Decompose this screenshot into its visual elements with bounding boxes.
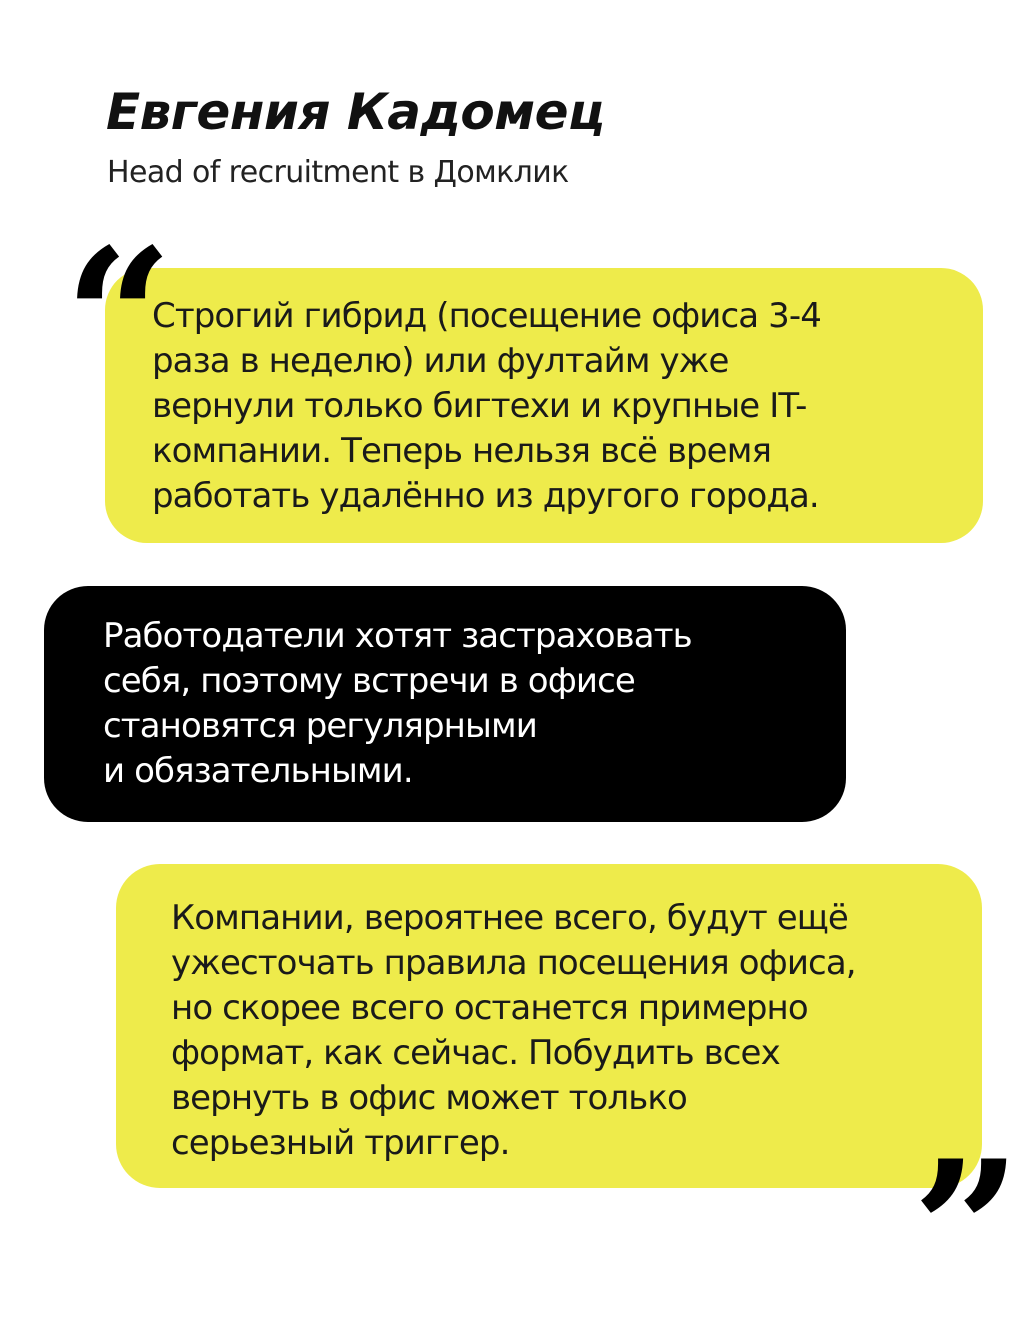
quote-line: серьезный триггер.	[171, 1123, 510, 1163]
quote-line: Строгий гибрид (посещение офиса 3-4	[152, 296, 821, 336]
quote-line: вернули только бигтехи и крупные IT-	[152, 386, 807, 426]
quote-line: компании. Теперь нельзя всё время	[152, 431, 772, 471]
quote-bubble-1	[105, 268, 983, 543]
quote-line: но скорее всего останется примерно	[171, 988, 808, 1028]
open-quote-icon: “	[64, 207, 168, 430]
author-role: Head of recruitment в Домклик	[107, 155, 569, 190]
quote-line: и обязательными.	[103, 751, 413, 791]
author-name: Евгения Кадомец	[106, 83, 605, 141]
quote-line: ужесточать правила посещения офиса,	[171, 943, 856, 983]
quote-line: раза в неделю) или фултайм уже	[152, 341, 729, 381]
close-quote-icon: ”	[912, 1119, 1016, 1342]
quote-line: формат, как сейчас. Побудить всех	[171, 1033, 780, 1073]
quote-line: вернуть в офис может только	[171, 1078, 687, 1118]
quote-line: Работодатели хотят застраховать	[103, 616, 692, 656]
quote-line: Компании, вероятнее всего, будут ещё	[171, 898, 848, 938]
quote-bubble-3	[116, 864, 982, 1188]
quote-bubble-2	[44, 586, 846, 822]
quote-line: работать удалённо из другого города.	[152, 476, 819, 516]
quote-line: себя, поэтому встречи в офисе	[103, 661, 635, 701]
quote-line: становятся регулярными	[103, 706, 537, 746]
